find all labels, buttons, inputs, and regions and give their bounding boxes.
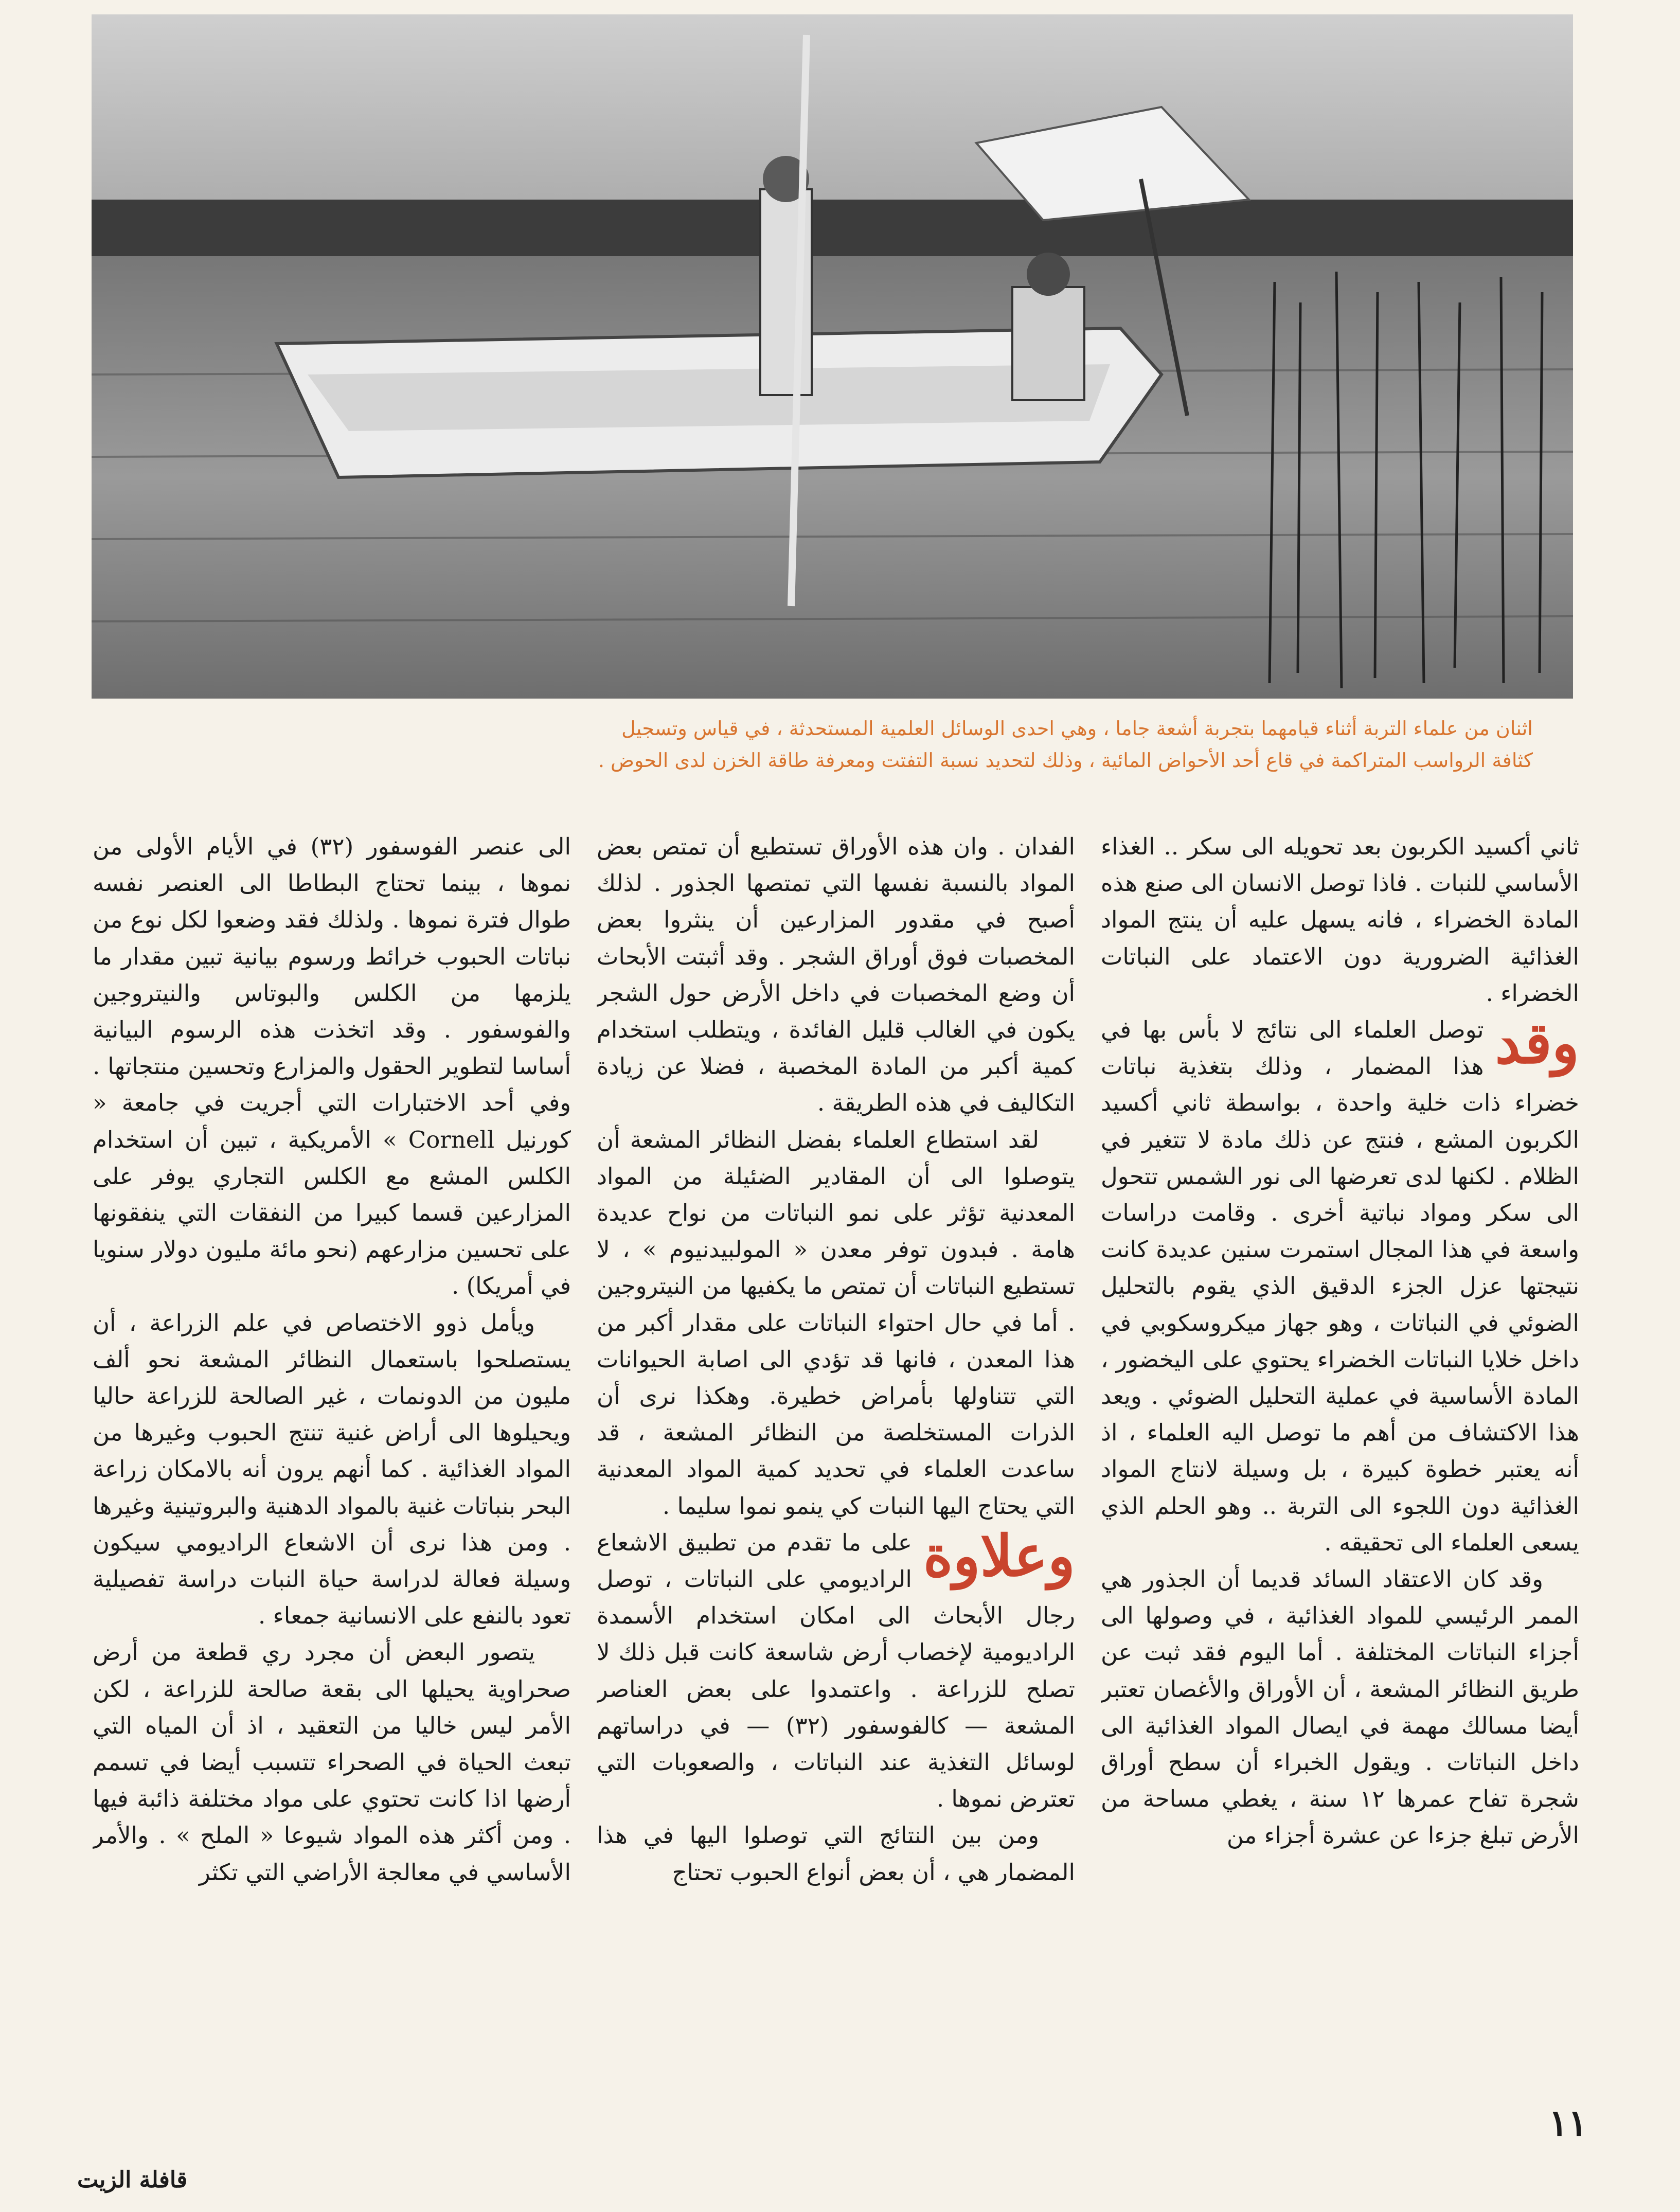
article-column-right (1101, 828, 1579, 2073)
dropcap: وقد (1495, 1010, 1579, 1077)
caption-line-1: اثنان من علماء التربة أثناء قيامهما بتجربة أشعة جاما ، وهي احدى الوسائل العلمية المستحدثة ، في قياس وتسجيل (621, 717, 1533, 740)
photo-caption (288, 712, 1533, 776)
paragraph-with-dropcap (597, 1524, 1075, 1817)
article-column-left (93, 828, 571, 2073)
paragraph-text: توصل العلماء الى نتائج لا بأس بها في هذا المضمار ، وذلك بتغذية نباتات خضراء ذات خلية واحدة ، بواسطة ثاني أكسيد الكربون المشع ، فنتج عن ذلك مادة لا تتغير في الظلام . لكنها لدى تعرضها الى نور الشمس تتحول الى سكر ومواد نباتية أخرى . وقامت دراسات واسعة في هذا المجال استمرت سنين عديدة كانت نتيجتها عزل الجزء الدقيق الذي يقوم بالتحليل الضوئي في النباتات ، وهو جهاز ميكروسكوبي في داخل خلايا النباتات الخضراء يحتوي على اليخضور ، المادة الأساسية في عملية التحليل الضوئي . ويعد هذا الاكتشاف من أهم ما توصل اليه العلماء ، اذ أنه يعتبر خطوة كبيرة ، بل وسيلة لانتاج المواد الغذائية دون اللجوء الى التربة .. وهو الحلم الذي يسعى العلماء الى تحقيقه . (1101, 1016, 1579, 1556)
article-photo (92, 14, 1573, 699)
paragraph: الفدان . وان هذه الأوراق تستطيع أن تمتص بعض المواد بالنسبة نفسها التي تمتصها الجذور . لذلك أصبح في مقدور المزارعين أن ينثروا بعض المخصبات فوق أوراق الشجر . وقد أثبتت الأبحاث أن وضع المخصبات في داخل الأرض حول الشجر يكون في الغالب قليل الفائدة ، ويتطلب استخدام كمية أكبر من المادة المخصبة ، فضلا عن زيادة التكاليف في هذه الطريقة . (597, 833, 1075, 1117)
paragraph: لقد استطاع العلماء بفضل النظائر المشعة أن يتوصلوا الى أن المقادير الضئيلة من المواد المعدنية تؤثر على نمو النباتات من نواح عديدة هامة . فبدون توفر معدن « المولبيدنيوم » ، لا تستطيع النباتات أن تمتص ما يكفيها من النيتروجين . أما في حال احتواء النباتات على مقدار أكبر من هذا المعدن ، فانها قد تؤدي الى اصابة الحيوانات التي تتناولها بأمراض خطيرة. وهكذا نرى أن الذرات المستخلصة من النظائر المشعة ، قد ساعدت العلماء في تحديد كمية المواد المعدنية التي يحتاج اليها النبات كي ينمو نموا سليما . (597, 1126, 1075, 1520)
page-number: ١١ (1548, 2101, 1587, 2144)
paragraph: يتصور البعض أن مجرد ري قطعة من أرض صحراوية يحيلها الى بقعة صالحة للزراعة ، لكن الأمر ليس خاليا من التعقيد ، اذ أن المياه التي تبعث الحياة في الصحراء تتسبب أيضا في تسمم أرضها اذا كانت تحتوي على مواد مختلفة ذائبة فيها . ومن أكثر هذه المواد شيوعا « الملح » . والأمر الأساسي في معالجة الأراضي التي تكثر (93, 1638, 571, 1886)
article-column-middle (597, 828, 1075, 2073)
paragraph: وقد كان الاعتقاد السائد قديما أن الجذور هي الممر الرئيسي للمواد الغذائية ، في وصولها الى أجزاء النباتات المختلفة . أما اليوم فقد ثبت عن طريق النظائر المشعة ، أن الأوراق والأغصان تعتبر أيضا مسالك مهمة في ايصال المواد الغذائية الى داخل النباتات . ويقول الخبراء أن سطح أوراق شجرة تفاح عمرها ١٢ سنة ، يغطي مساحة من الأرض تبلغ جزءا عن عشرة أجزاء من (1101, 1565, 1579, 1849)
paragraph: الى عنصر الفوسفور (٣٢) في الأيام الأولى من نموها ، بينما تحتاج البطاطا الى العنصر نفسه طوال فترة نموها . ولذلك فقد وضعوا لكل نوع من نباتات الحبوب خرائط ورسوم بيانية تبين مقدار ما يلزمها من الكلس والبوتاس والنيتروجين والفوسفور . وقد اتخذت هذه الرسوم البيانية أساسا لتطوير الحقول والمزارع وتحسين منتجاتها . وفي أحد الاختبارات التي أجريت في جامعة « كورنيل Cornell » الأمريكية ، تبين أن استخدام الكلس المشع مع الكلس التجاري يوفر على المزارعين قسما كبيرا من النفقات التي ينفقونها على تحسين مزارعهم (نحو مائة مليون دولار سنويا في أمريكا) . (93, 833, 571, 1300)
paragraph: ثاني أكسيد الكربون بعد تحويله الى سكر .. الغذاء الأساسي للنبات . فاذا توصل الانسان الى صنع هذه المادة الخضراء ، فانه يسهل عليه أن ينتج المواد الغذائية الضرورية دون الاعتماد على النباتات الخضراء . (1101, 833, 1579, 1007)
paragraph-with-dropcap (1101, 1011, 1579, 1561)
dropcap: وعلاوة (923, 1522, 1075, 1589)
paragraph-text: على ما تقدم من تطبيق الاشعاع الراديومي على النباتات ، توصل رجال الأبحاث الى امكان استخدام الأسمدة الراديومية لإخصاب أرض شاسعة كانت قبل ذلك لا تصلح للزراعة . واعتمدوا على بعض العناصر المشعة — كالفوسفور (٣٢) — في دراساتهم لوسائل التغذية عند النباتات ، والصعوبات التي تعترض نموها . (597, 1528, 1075, 1813)
boat-scene-image (92, 14, 1573, 699)
caption-line-2: كثافة الرواسب المتراكمة في قاع أحد الأحواض المائية ، وذلك لتحديد نسبة التفتت ومعرفة طاقة الخزن لدى الحوض . (598, 749, 1533, 772)
paragraph: ويأمل ذوو الاختصاص في علم الزراعة ، أن يستصلحوا باستعمال النظائر المشعة نحو ألف مليون من الدونمات ، غير الصالحة للزراعة حاليا ويحيلوها الى أراض غنية تنتج الحبوب وغيرها من المواد الغذائية . كما أنهم يرون أنه بالامكان زراعة البحر بنباتات غنية بالمواد الدهنية والبروتينية وغيرها . ومن هذا نرى أن الاشعاع الراديومي سيكون وسيلة فعالة لدراسة حياة النبات دراسة تفصيلية تعود بالنفع على الانسانية جمعاء . (93, 1309, 571, 1630)
magazine-name: قافلة الزيت (77, 2167, 188, 2193)
paragraph: ومن بين النتائج التي توصلوا اليها في هذا المضمار هي ، أن بعض أنواع الحبوب تحتاج (597, 1822, 1075, 1886)
